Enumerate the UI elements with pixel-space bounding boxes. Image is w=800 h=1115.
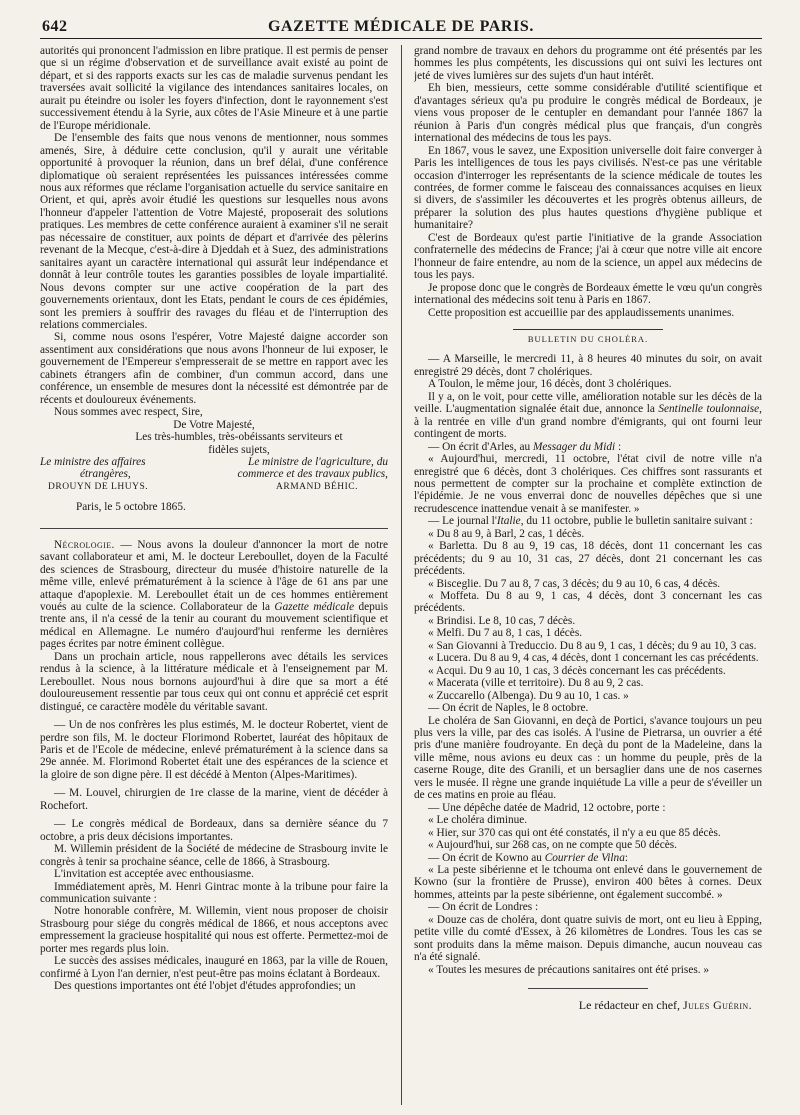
paragraph: « San Giovanni à Treduccio. Du 8 au 9, 1 cas, 1 décès; du 9 au 10, 3 cas.	[428, 639, 757, 652]
paragraph: « Acqui. Du 9 au 10, 1 cas, 3 décès concernant les cas précédents.	[428, 664, 726, 677]
columns	[40, 45, 762, 1105]
page-number: 642	[42, 18, 68, 35]
paragraph: — Le congrès médical de Bordeaux, dans sa dernière séance du 7 octobre, a pris deux décisions importantes.	[40, 818, 388, 843]
paragraph: — On écrit de Kowno au Courrier de Vilna:	[428, 851, 628, 864]
paragraph: M. Willemin président de la Société de médecine de Strasbourg invite le congrès à tenir sa prochaine séance, celle de 1866, à Strasbourg.	[40, 843, 388, 868]
signature-line: De Votre Majesté,	[173, 418, 255, 431]
editor-signature: Le rédacteur en chef, Jules Guérin.	[578, 998, 752, 1013]
paragraph: « Lucera. Du 8 au 9, 4 cas, 4 décès, dont 1 concernant les cas précédents.	[428, 652, 759, 665]
ministers-row	[40, 468, 388, 480]
signatory-left: DROUYN DE LHUYS.	[48, 481, 149, 492]
paragraph: « Douze cas de choléra, dont quatre suivis de mort, ont eu lieu à Epping, petite ville du comté d'Essex, à 26 kilomètres de Londres. Tous les cas se sont produits dans la même maison. Depuis dimanche, aucun nouveau cas n'a été signalé.	[414, 913, 762, 964]
bulletin-title: BULLETIN DU CHOLÉRA.	[513, 329, 663, 345]
ministers-row	[40, 456, 388, 468]
paragraph: Immédiatement après, M. Henri Gintrac monte à la tribune pour faire la communication suivante :	[40, 880, 388, 905]
separator	[40, 528, 388, 529]
paragraph: — Une dépêche datée de Madrid, 12 octobre, porte :	[428, 801, 666, 814]
paragraph: « Bisceglie. Du 7 au 8, 7 cas, 3 décès; du 9 au 10, 6 cas, 4 décès.	[428, 577, 721, 590]
paragraph: — Un de nos confrères les plus estimés, M. le docteur Robertet, vient de perdre son fils, M. le docteur Florimond Robertet, lauréat des hôpitaux de Paris et de l'Ecole de médecine, enlevé prématurément à la science dans sa 29e année. M. Florimond Robertet était une des espérances de la science et la gloire de son digne père. Il est décédé à Menton (Alpes-Maritimes).	[40, 719, 388, 781]
page-header	[40, 14, 762, 39]
paragraph: Il y a, on le voit, pour cette ville, amélioration notable sur les décès de la veille. L'augmentation signalée était due, annonce la Sentinelle toulonnaise, à la rentrée en ville d'un grand nombre d'émigrants, qui ont fourni leur contingent de morts.	[414, 390, 762, 441]
minister-left: Le ministre des affaires	[40, 455, 146, 468]
paragraph: Des questions importantes ont été l'objet d'études approfondies; un	[54, 980, 356, 993]
journal-title: GAZETTE MÉDICALE DE PARIS.	[267, 18, 534, 35]
paragraph: L'invitation est acceptée avec enthousiasme.	[54, 868, 254, 881]
minister-left: étrangères,	[80, 468, 131, 481]
paragraph: « Macerata (ville et territoire). Du 8 au 9, 2 cas.	[428, 677, 644, 690]
paragraph: grand nombre de travaux en dehors du programme ont été présentés par les hommes les plus compétents, les discussions qui ont suivi les lectures ont jeté de vives lumières sur des sujets d'un haut intérêt.	[414, 45, 762, 82]
paragraph: « Moffeta. Du 8 au 9, 1 cas, 4 décès, dont 3 concernant les cas précédents.	[414, 590, 762, 615]
paragraph: « Du 8 au 9, à Barl, 2 cas, 1 décès.	[428, 527, 585, 540]
section-heading	[414, 329, 762, 345]
paragraph: Nécrologie. — Nous avons la douleur d'annoncer la mort de notre savant collaborateur et ami, M. le docteur Lereboullet, doyen de la Faculté des sciences de Strasbourg, directeur du musée d'histoire naturelle de la même ville, enlevé prématurément à la science à l'âge de 61 ans par une attaque d'apoplexie. M. Lereboullet était un de ces hommes entièrement voués au culte de la science. Collaborateur de la Gazette médicale depuis trente ans, il n'a cessé de la tenir au courant du mouvement scientifique et médical en Allemagne. Le numéro d'aujourd'hui renferme les dernières pages écrites par notre éminent collègue.	[40, 538, 388, 651]
paragraph: « Brindisi. Le 8, 10 cas, 7 décès.	[428, 614, 576, 627]
left-column	[40, 45, 388, 1105]
paragraph: Nous sommes avec respect, Sire,	[54, 406, 203, 419]
signatory-right: ARMAND BÉHIC.	[276, 481, 358, 492]
right-column	[414, 45, 762, 1105]
paragraph: « Toutes les mesures de précautions sanitaires ont été prises. »	[428, 963, 710, 976]
end-rule	[528, 988, 648, 989]
minister-right: commerce et des travaux publics,	[237, 468, 388, 481]
paragraph: « Aujourd'hui, mercredi, 11 octobre, l'état civil de notre ville n'a enregistré que 6 décès, dont 3 cholériques. Ces chiffres sont rassurants et nous permettent de compter sur la prochaine et complète extinction de l'épidémie. Je ne vous enverrai donc de nouvelles dépêches que si une recrudescence inattendue venait à se manifester. »	[414, 453, 762, 515]
paragraph: « Hier, sur 370 cas qui ont été constatés, il n'y a eu que 85 décès.	[428, 826, 721, 839]
paragraph: Dans un prochain article, nous rappellerons avec détails les services rendus à la science, à la littérature médicale et à l'enseignement par M. Lereboullet. Nous nous bornons aujourd'hui à dire que sa mort a été douloureusement ressentie par tous ceux qui ont connu et apprécié cet esprit distingué, ce caractère modèle du véritable savant.	[40, 650, 388, 713]
signatory-names	[40, 481, 388, 493]
paragraph: « Le choléra diminue.	[428, 814, 528, 827]
dateline: Paris, le 5 octobre 1865.	[76, 501, 186, 514]
paragraph: — M. Louvel, chirurgien de 1re classe de la marine, vient de décéder à Rochefort.	[40, 787, 388, 812]
paragraph: De l'ensemble des faits que nous venons de mentionner, nous sommes amenés, Sire, à déduire cette conclusion, qu'il y aurait une véritable opportunité à provoquer la réunion, dans un bref délai, d'une conférence diplomatique où seraient représentées les puissances intéressées comme nous aux réformes que réclame l'organisation actuelle du service sanitaire en Orient, et qui, après avoir étudié les questions sur lesquelles nous avons l'honneur d'appeler l'attention de Votre Majesté, proposerait des solutions pratiques. Les membres de cette conférence auraient à examiner s'il ne serait pas nécessaire de constituer, aux points de départ et d'arrivée des pèlerins revenant de la Mecque, c'est-à-dire à Djeddah et à Suez, des administrations sanitaires ayant un caractère international qui assurât leur indépendance et donnât à leur contrôle toutes les garanties possibles de loyale impartialité. Nous devons compter sur une active coopération de la part des gouvernements orientaux, dont les Etats, pendant le cours de ces épidémies, sont les premiers à souffrir des ravages du fléau et de l'interruption des relations commerciales.	[40, 132, 388, 331]
editor-name: Jules Guérin.	[683, 998, 752, 1013]
paragraph: « Melfi. Du 7 au 8, 1 cas, 1 décès.	[428, 627, 583, 640]
paragraph: — On écrit d'Arles, au Messager du Midi :	[428, 440, 622, 453]
paragraph: « La peste sibérienne et le tchouma ont enlevé dans le gouvernement de Kowno (sur la frontière de Prusse), environ 400 bêtes à cornes. Deux hommes, atteints par la peste sibérienne, ont également succombé. »	[414, 864, 762, 901]
minister-right: Le ministre de l'agriculture, du	[248, 455, 388, 468]
paragraph: Je propose donc que le congrès de Bordeaux émette le vœu qu'un congrès international des médecins soit tenu à Paris en 1867.	[414, 281, 762, 307]
paragraph: — A Marseille, le mercredi 11, à 8 heures 40 minutes du soir, on avait enregistré 29 décès, dont 7 cholériques.	[414, 353, 762, 378]
paragraph: — Le journal l'Italie, du 11 octobre, publie le bulletin sanitaire suivant :	[428, 515, 753, 528]
paragraph: En 1867, vous le savez, une Exposition universelle doit faire converger à Paris les intelligences de tous les pays civilisés. N'est-ce pas une véritable occasion d'interroger les représentants de la science médicale de toutes les contrées, de former comme le faisceau des connaissances acquises en lieux si divers, de s'assimiler les découvertes et les progrès obtenus ailleurs, de préparer la solution des plus hautes questions d'hygiène publique et humanitaire?	[414, 144, 762, 232]
paragraph: Le succès des assises médicales, inauguré en 1863, par la ville de Rouen, confirmé à Lyon l'an dernier, n'est peut-être pas moins éclatant à Bordeaux.	[40, 955, 388, 980]
paragraph: Si, comme nous osons l'espérer, Votre Majesté daigne accorder son assentiment aux considérations que nous avons l'honneur de lui exposer, le gouvernement de l'Empereur s'empresserait de se mettre en rapport avec les cabinets étrangers afin de combiner, d'un commun accord, dans une conférence, un ensemble de mesures dont la nécessité est démontrée par de récents et douloureux événements.	[40, 331, 388, 406]
column-rule	[401, 45, 402, 1105]
paragraph: Notre honorable confrère, M. Willemin, vient nous proposer de choisir Strasbourg pour siége du congrès médical de 1866, et nous acceptons avec empressement la gracieuse hospitalité qui nous est offerte. Permettez-moi de porter mes regards plus loin.	[40, 905, 388, 955]
paragraph: A Toulon, le même jour, 16 décès, dont 3 cholériques.	[428, 378, 672, 391]
paragraph: Cette proposition est accueillie par des applaudissements unanimes.	[428, 306, 735, 319]
paragraph: Eh bien, messieurs, cette somme considérable d'utilité scientifique et d'avantages sérieux qu'a pu produire le congrès médical de Bordeaux, je viens vous proposer de le centupler en demandant pour l'année 1867 la réunion à Paris d'un congrès médical plus que français, d'un congrès international des médecins de tous les pays.	[414, 82, 762, 145]
paragraph: « Aujourd'hui, sur 268 cas, on ne compte que 50 décès.	[428, 839, 677, 852]
signature-line: Les très-humbles, très-obéissants serviteurs et fidèles sujets,	[135, 431, 343, 456]
paragraph: — On écrit de Naples, le 8 octobre.	[428, 702, 589, 715]
paragraph: autorités qui prononcent l'admission en libre pratique. Il est permis de penser que si un régime d'observation et de surveillance avait existé au point de départ, et si des rapports exacts sur les cas de maladie survenus pendant les traversées avait sollicité la vigilance des intendances sanitaires locales, on aurait pu éteindre ou isoler les foyers d'infection, dont le rayonnement s'est successivement étendu à la Syrie, aux côtes de l'Asie Mineure et à une partie de l'Europe méridionale.	[40, 45, 388, 132]
paragraph: C'est de Bordeaux qu'est partie l'initiative de la grande Association confraternelle des médecins de France; j'ai à cœur que notre ville ait encore l'honneur de faire entendre, au nom de la science, un appel aux médecins de tous les pays.	[414, 231, 762, 282]
paragraph: « Zuccarello (Albenga). Du 9 au 10, 1 cas. »	[428, 689, 629, 702]
paragraph: — On écrit de Londres :	[428, 901, 539, 914]
paragraph: Le choléra de San Giovanni, en deçà de Portici, s'avance toujours un peu plus vers la ville, par des cas isolés. A l'usine de Pietrarsa, un ouvrier a été pris d'une manière foudroyante. En deçà du pont de la Madeleine, dans la ville même, nous avions eu deux cas : un homme du peuple, près de la caserne Rouge, dite des Granili, et un bersaglier dans une de nos casernes vers le musée. Il règne une grande inquiétude La ville a peur de s'éveiller un de ces matins en proie au fléau.	[414, 714, 762, 802]
section-label: Nécrologie.	[54, 538, 115, 551]
paragraph: « Barletta. Du 8 au 9, 19 cas, 18 décès, dont 11 concernant les cas précédents; du 9 au 10, 31 cas, 27 décès, dont 21 concernant les cas précédents.	[414, 540, 762, 578]
